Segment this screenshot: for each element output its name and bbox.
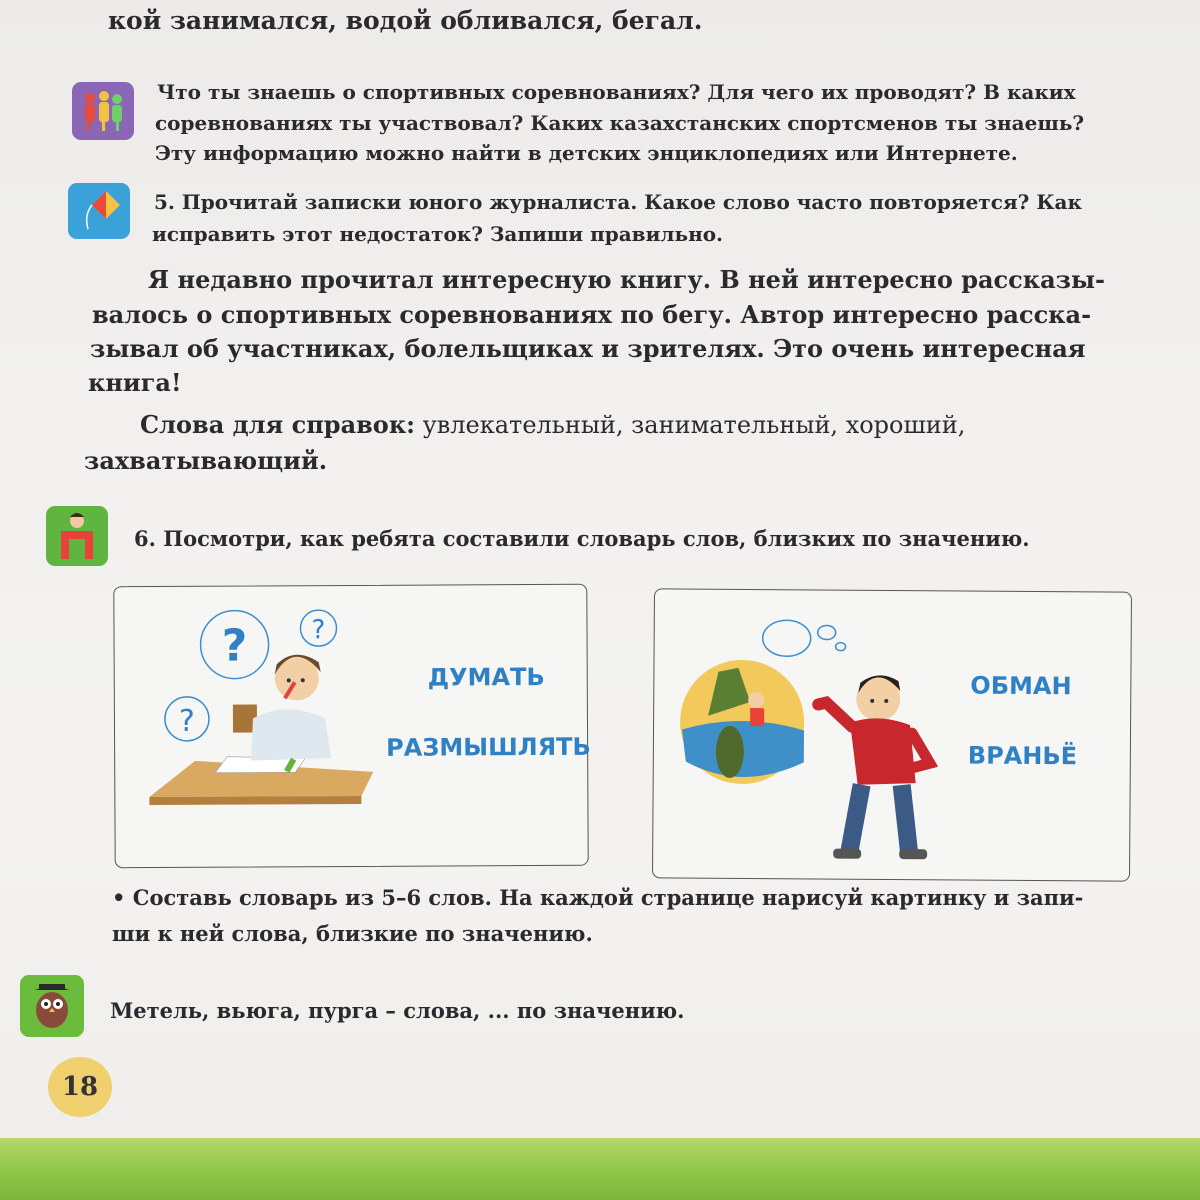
footer-green-band	[0, 1138, 1200, 1200]
dictionary-card-lie	[652, 588, 1132, 881]
sport-question-line-2: соревнованиях ты участвовал? Каких казахстанских спортсменов ты знаешь?	[155, 111, 1085, 135]
owl-task-line: Метель, вьюга, пурга – слова, ... по значению.	[110, 998, 685, 1023]
passage-line-3: зывал об участниках, болельщиках и зрителях. Это очень интересная	[90, 334, 1086, 363]
passage-line-2: валось о спортивных соревнованиях по бегу. Автор интересно расска-	[92, 300, 1092, 329]
word-vranyo: ВРАНЬЁ	[967, 741, 1078, 771]
sport-question-line-3: Эту информацию можно найти в детских энциклопедиях или Интернете.	[155, 141, 1018, 165]
fisherman-boy-illustration	[677, 612, 939, 864]
sport-question-line-1: Что ты знаешь о спортивных соревнованиях? Для чего их проводят? В каких	[157, 80, 1076, 104]
hint-label: Слова для справок:	[140, 410, 416, 439]
svg-text:?: ?	[311, 615, 326, 646]
kite-icon	[68, 183, 130, 239]
hint-line-1	[140, 410, 965, 439]
word-obman: ОБМАН	[970, 671, 1072, 701]
thinking-boy-illustration	[134, 600, 375, 811]
task5-line-1: 5. Прочитай записки юного журналиста. Какое слово часто повторяется? Как	[154, 190, 1082, 214]
hint-words: увлекательный, занимательный, хороший,	[415, 411, 966, 439]
task6-line: 6. Посмотри, как ребята составили словарь слов, близких по значению.	[134, 526, 1030, 551]
svg-text:?: ?	[221, 620, 248, 672]
sport-people-icon	[72, 82, 134, 140]
owl-icon	[20, 975, 84, 1037]
task5-line-2: исправить этот недостаток? Запиши правильно.	[152, 222, 724, 246]
dictionary-card-think	[113, 584, 591, 868]
word-dumat: ДУМАТЬ	[427, 662, 545, 692]
bullet-line-2: ши к ней слова, близкие по значению.	[112, 921, 593, 946]
hint-line-2: захватывающий.	[84, 446, 328, 475]
word-razmyshlyat: РАЗМЫШЛЯТЬ	[386, 732, 591, 762]
top-line: кой занимался, водой обливался, бегал.	[108, 6, 703, 35]
passage-line-4: книга!	[88, 368, 182, 397]
page-number: 18	[48, 1057, 112, 1117]
pair-work-icon	[46, 506, 108, 566]
passage-line-1: Я недавно прочитал интересную книгу. В ней интересно рассказы-	[148, 265, 1105, 294]
svg-text:?: ?	[178, 703, 196, 739]
bullet-line-1: • Составь словарь из 5–6 слов. На каждой странице нарисуй картинку и запи-	[112, 885, 1084, 910]
